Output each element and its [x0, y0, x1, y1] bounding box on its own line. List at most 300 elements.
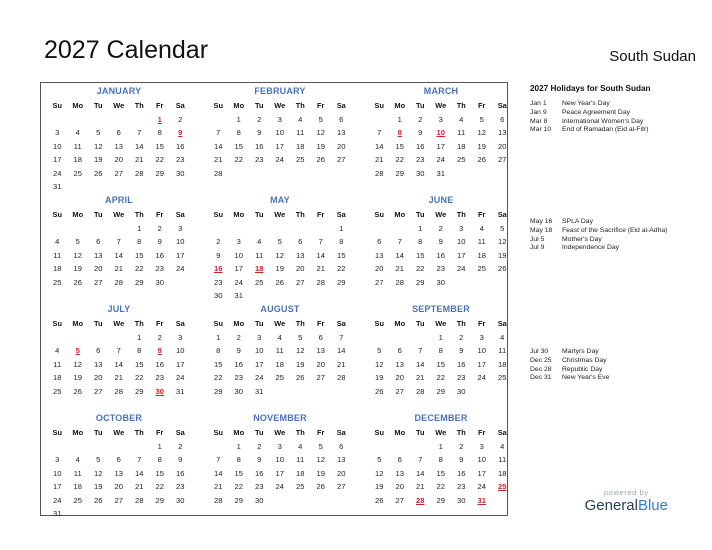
day-cell[interactable]: 24 [436, 155, 445, 165]
day-cell[interactable]: 26 [477, 155, 486, 165]
day-cell[interactable]: 29 [135, 386, 144, 396]
day-cell[interactable]: 8 [137, 237, 142, 247]
day-cell[interactable]: 4 [459, 115, 464, 124]
day-cell[interactable]: 12 [316, 128, 325, 138]
day-cell[interactable]: 5 [277, 237, 282, 247]
day-cell[interactable]: 21 [395, 264, 404, 274]
day-cell[interactable]: 9 [178, 455, 183, 465]
day-cell[interactable]: 13 [395, 468, 404, 478]
day-cell[interactable]: 5 [96, 128, 101, 138]
day-cell[interactable]: 13 [296, 250, 305, 260]
day-cell[interactable]: 1 [438, 333, 443, 342]
holiday-day-cell[interactable]: 9 [157, 346, 162, 356]
day-cell[interactable]: 28 [114, 277, 123, 287]
day-cell[interactable]: 18 [498, 359, 507, 369]
day-cell[interactable]: 1 [339, 224, 344, 233]
day-cell[interactable]: 7 [216, 128, 221, 138]
day-cell[interactable]: 29 [416, 277, 425, 287]
day-cell[interactable]: 10 [477, 346, 486, 356]
day-cell[interactable]: 5 [298, 333, 303, 342]
day-cell[interactable]: 14 [337, 346, 346, 356]
day-cell[interactable]: 7 [216, 455, 221, 465]
day-cell[interactable]: 10 [275, 128, 284, 138]
day-cell[interactable]: 26 [375, 386, 384, 396]
day-cell[interactable]: 19 [296, 359, 305, 369]
day-cell[interactable]: 29 [337, 277, 346, 287]
day-cell[interactable]: 2 [418, 115, 423, 124]
day-cell[interactable]: 22 [214, 373, 223, 383]
day-cell[interactable]: 30 [457, 495, 466, 505]
day-cell[interactable]: 16 [176, 468, 185, 478]
day-cell[interactable]: 9 [216, 250, 221, 260]
day-cell[interactable]: 27 [94, 386, 103, 396]
day-cell[interactable]: 19 [375, 482, 384, 492]
day-cell[interactable]: 19 [94, 155, 103, 165]
holiday-day-cell[interactable]: 30 [155, 386, 164, 396]
day-cell[interactable]: 7 [318, 237, 323, 247]
day-cell[interactable]: 17 [53, 155, 62, 165]
day-cell[interactable]: 17 [176, 250, 185, 260]
day-cell[interactable]: 8 [137, 346, 142, 356]
day-cell[interactable]: 22 [155, 482, 164, 492]
day-cell[interactable]: 15 [155, 468, 164, 478]
day-cell[interactable]: 21 [214, 482, 223, 492]
day-cell[interactable]: 5 [96, 455, 101, 465]
day-cell[interactable]: 13 [114, 468, 123, 478]
day-cell[interactable]: 12 [498, 237, 507, 247]
day-cell[interactable]: 13 [94, 250, 103, 260]
day-cell[interactable]: 19 [73, 373, 82, 383]
day-cell[interactable]: 6 [96, 346, 101, 356]
day-cell[interactable]: 31 [234, 290, 243, 300]
day-cell[interactable]: 15 [155, 141, 164, 151]
day-cell[interactable]: 14 [416, 468, 425, 478]
day-cell[interactable]: 18 [73, 155, 82, 165]
day-cell[interactable]: 5 [377, 455, 382, 465]
day-cell[interactable]: 10 [457, 237, 466, 247]
day-cell[interactable]: 6 [298, 237, 303, 247]
day-cell[interactable]: 26 [94, 168, 103, 178]
day-cell[interactable]: 31 [53, 181, 62, 191]
day-cell[interactable]: 2 [459, 333, 464, 342]
day-cell[interactable]: 12 [316, 455, 325, 465]
day-cell[interactable]: 1 [418, 224, 423, 233]
day-cell[interactable]: 21 [416, 482, 425, 492]
day-cell[interactable]: 19 [94, 482, 103, 492]
day-cell[interactable]: 17 [255, 359, 264, 369]
day-cell[interactable]: 25 [73, 495, 82, 505]
day-cell[interactable]: 30 [176, 168, 185, 178]
day-cell[interactable]: 29 [135, 277, 144, 287]
day-cell[interactable]: 27 [498, 155, 507, 165]
day-cell[interactable]: 7 [397, 237, 402, 247]
day-cell[interactable]: 13 [316, 346, 325, 356]
day-cell[interactable]: 11 [275, 346, 284, 356]
day-cell[interactable]: 17 [53, 482, 62, 492]
day-cell[interactable]: 9 [438, 237, 443, 247]
day-cell[interactable]: 30 [457, 386, 466, 396]
day-cell[interactable]: 20 [94, 264, 103, 274]
day-cell[interactable]: 22 [135, 264, 144, 274]
day-cell[interactable]: 19 [73, 264, 82, 274]
day-cell[interactable]: 29 [214, 386, 223, 396]
day-cell[interactable]: 8 [339, 237, 344, 247]
day-cell[interactable]: 28 [214, 495, 223, 505]
day-cell[interactable]: 14 [114, 359, 123, 369]
day-cell[interactable]: 8 [236, 128, 241, 138]
day-cell[interactable]: 20 [498, 141, 507, 151]
holiday-day-cell[interactable]: 16 [214, 264, 223, 274]
day-cell[interactable]: 30 [416, 168, 425, 178]
day-cell[interactable]: 22 [234, 482, 243, 492]
day-cell[interactable]: 3 [178, 224, 183, 233]
day-cell[interactable]: 18 [477, 250, 486, 260]
day-cell[interactable]: 20 [337, 468, 346, 478]
day-cell[interactable]: 12 [94, 141, 103, 151]
day-cell[interactable]: 22 [416, 264, 425, 274]
day-cell[interactable]: 12 [73, 359, 82, 369]
day-cell[interactable]: 9 [418, 128, 423, 138]
day-cell[interactable]: 28 [135, 168, 144, 178]
day-cell[interactable]: 23 [234, 373, 243, 383]
day-cell[interactable]: 21 [135, 482, 144, 492]
day-cell[interactable]: 9 [257, 128, 262, 138]
day-cell[interactable]: 19 [275, 264, 284, 274]
day-cell[interactable]: 8 [157, 455, 162, 465]
day-cell[interactable]: 9 [459, 455, 464, 465]
day-cell[interactable]: 12 [73, 250, 82, 260]
day-cell[interactable]: 5 [500, 224, 505, 233]
holiday-day-cell[interactable]: 31 [477, 495, 486, 505]
day-cell[interactable]: 27 [375, 277, 384, 287]
day-cell[interactable]: 20 [114, 155, 123, 165]
day-cell[interactable]: 31 [436, 168, 445, 178]
day-cell[interactable]: 3 [178, 333, 183, 342]
day-cell[interactable]: 12 [375, 359, 384, 369]
day-cell[interactable]: 16 [255, 468, 264, 478]
day-cell[interactable]: 16 [457, 468, 466, 478]
day-cell[interactable]: 4 [298, 115, 303, 124]
day-cell[interactable]: 21 [135, 155, 144, 165]
day-cell[interactable]: 23 [457, 373, 466, 383]
day-cell[interactable]: 29 [436, 495, 445, 505]
day-cell[interactable]: 20 [395, 482, 404, 492]
day-cell[interactable]: 4 [55, 346, 60, 356]
day-cell[interactable]: 7 [116, 346, 121, 356]
day-cell[interactable]: 18 [73, 482, 82, 492]
day-cell[interactable]: 18 [498, 468, 507, 478]
day-cell[interactable]: 27 [114, 168, 123, 178]
day-cell[interactable]: 7 [339, 333, 344, 342]
day-cell[interactable]: 17 [436, 141, 445, 151]
day-cell[interactable]: 10 [477, 455, 486, 465]
day-cell[interactable]: 21 [114, 373, 123, 383]
day-cell[interactable]: 25 [73, 168, 82, 178]
day-cell[interactable]: 10 [176, 237, 185, 247]
day-cell[interactable]: 24 [457, 264, 466, 274]
day-cell[interactable]: 25 [275, 373, 284, 383]
day-cell[interactable]: 28 [337, 373, 346, 383]
day-cell[interactable]: 17 [275, 141, 284, 151]
day-cell[interactable]: 6 [377, 237, 382, 247]
day-cell[interactable]: 29 [155, 168, 164, 178]
day-cell[interactable]: 11 [73, 468, 82, 478]
day-cell[interactable]: 11 [255, 250, 264, 260]
day-cell[interactable]: 22 [155, 155, 164, 165]
holiday-day-cell[interactable]: 1 [157, 115, 162, 124]
day-cell[interactable]: 1 [438, 442, 443, 451]
day-cell[interactable]: 15 [416, 250, 425, 260]
day-cell[interactable]: 18 [457, 141, 466, 151]
day-cell[interactable]: 18 [296, 468, 305, 478]
day-cell[interactable]: 14 [214, 468, 223, 478]
day-cell[interactable]: 5 [318, 442, 323, 451]
day-cell[interactable]: 22 [395, 155, 404, 165]
day-cell[interactable]: 23 [436, 264, 445, 274]
day-cell[interactable]: 6 [500, 115, 505, 124]
day-cell[interactable]: 25 [498, 373, 507, 383]
day-cell[interactable]: 3 [438, 115, 443, 124]
day-cell[interactable]: 21 [337, 359, 346, 369]
day-cell[interactable]: 15 [395, 141, 404, 151]
day-cell[interactable]: 23 [255, 155, 264, 165]
day-cell[interactable]: 16 [155, 359, 164, 369]
day-cell[interactable]: 14 [135, 468, 144, 478]
day-cell[interactable]: 26 [498, 264, 507, 274]
day-cell[interactable]: 1 [397, 115, 402, 124]
day-cell[interactable]: 16 [155, 250, 164, 260]
day-cell[interactable]: 13 [375, 250, 384, 260]
day-cell[interactable]: 17 [457, 250, 466, 260]
day-cell[interactable]: 2 [438, 224, 443, 233]
day-cell[interactable]: 28 [375, 168, 384, 178]
day-cell[interactable]: 30 [255, 495, 264, 505]
day-cell[interactable]: 29 [395, 168, 404, 178]
day-cell[interactable]: 10 [275, 455, 284, 465]
day-cell[interactable]: 23 [155, 264, 164, 274]
day-cell[interactable]: 24 [255, 373, 264, 383]
day-cell[interactable]: 6 [318, 333, 323, 342]
day-cell[interactable]: 22 [436, 482, 445, 492]
day-cell[interactable]: 15 [436, 468, 445, 478]
day-cell[interactable]: 28 [214, 168, 223, 178]
day-cell[interactable]: 8 [418, 237, 423, 247]
day-cell[interactable]: 4 [75, 455, 80, 465]
day-cell[interactable]: 4 [75, 128, 80, 138]
day-cell[interactable]: 7 [418, 455, 423, 465]
day-cell[interactable]: 15 [436, 359, 445, 369]
day-cell[interactable]: 5 [318, 115, 323, 124]
holiday-day-cell[interactable]: 25 [498, 482, 507, 492]
day-cell[interactable]: 20 [296, 264, 305, 274]
day-cell[interactable]: 4 [257, 237, 262, 247]
day-cell[interactable]: 21 [316, 264, 325, 274]
day-cell[interactable]: 15 [135, 359, 144, 369]
day-cell[interactable]: 20 [114, 482, 123, 492]
day-cell[interactable]: 29 [234, 495, 243, 505]
day-cell[interactable]: 14 [316, 250, 325, 260]
day-cell[interactable]: 10 [53, 468, 62, 478]
day-cell[interactable]: 2 [459, 442, 464, 451]
day-cell[interactable]: 30 [436, 277, 445, 287]
day-cell[interactable]: 18 [53, 373, 62, 383]
day-cell[interactable]: 27 [296, 277, 305, 287]
day-cell[interactable]: 21 [114, 264, 123, 274]
day-cell[interactable]: 5 [479, 115, 484, 124]
day-cell[interactable]: 10 [234, 250, 243, 260]
day-cell[interactable]: 13 [395, 359, 404, 369]
day-cell[interactable]: 31 [53, 508, 62, 518]
day-cell[interactable]: 6 [339, 115, 344, 124]
day-cell[interactable]: 11 [53, 250, 62, 260]
holiday-day-cell[interactable]: 18 [255, 264, 264, 274]
day-cell[interactable]: 6 [116, 128, 121, 138]
day-cell[interactable]: 16 [176, 141, 185, 151]
day-cell[interactable]: 28 [114, 386, 123, 396]
day-cell[interactable]: 27 [395, 386, 404, 396]
day-cell[interactable]: 11 [53, 359, 62, 369]
day-cell[interactable]: 2 [257, 442, 262, 451]
day-cell[interactable]: 19 [316, 141, 325, 151]
day-cell[interactable]: 27 [94, 277, 103, 287]
day-cell[interactable]: 25 [53, 277, 62, 287]
day-cell[interactable]: 10 [176, 346, 185, 356]
day-cell[interactable]: 6 [339, 442, 344, 451]
day-cell[interactable]: 17 [234, 264, 243, 274]
day-cell[interactable]: 26 [296, 373, 305, 383]
day-cell[interactable]: 24 [275, 155, 284, 165]
day-cell[interactable]: 16 [457, 359, 466, 369]
day-cell[interactable]: 23 [176, 482, 185, 492]
day-cell[interactable]: 27 [316, 373, 325, 383]
day-cell[interactable]: 13 [337, 128, 346, 138]
day-cell[interactable]: 2 [216, 237, 221, 247]
day-cell[interactable]: 26 [73, 386, 82, 396]
day-cell[interactable]: 26 [275, 277, 284, 287]
day-cell[interactable]: 14 [135, 141, 144, 151]
day-cell[interactable]: 9 [157, 237, 162, 247]
day-cell[interactable]: 19 [316, 468, 325, 478]
day-cell[interactable]: 3 [55, 455, 60, 465]
day-cell[interactable]: 25 [53, 386, 62, 396]
day-cell[interactable]: 25 [296, 155, 305, 165]
day-cell[interactable]: 19 [498, 250, 507, 260]
brand-logo[interactable] [585, 488, 668, 514]
day-cell[interactable]: 12 [275, 250, 284, 260]
day-cell[interactable]: 23 [176, 155, 185, 165]
day-cell[interactable]: 11 [498, 346, 507, 356]
day-cell[interactable]: 5 [377, 346, 382, 356]
day-cell[interactable]: 15 [234, 468, 243, 478]
day-cell[interactable]: 4 [500, 333, 505, 342]
day-cell[interactable]: 24 [176, 264, 185, 274]
day-cell[interactable]: 30 [214, 290, 223, 300]
day-cell[interactable]: 12 [296, 346, 305, 356]
day-cell[interactable]: 28 [395, 277, 404, 287]
day-cell[interactable]: 25 [457, 155, 466, 165]
day-cell[interactable]: 24 [53, 168, 62, 178]
day-cell[interactable]: 13 [94, 359, 103, 369]
day-cell[interactable]: 30 [234, 386, 243, 396]
day-cell[interactable]: 23 [416, 155, 425, 165]
day-cell[interactable]: 1 [137, 224, 142, 233]
day-cell[interactable]: 2 [236, 333, 241, 342]
day-cell[interactable]: 16 [234, 359, 243, 369]
day-cell[interactable]: 7 [116, 237, 121, 247]
day-cell[interactable]: 11 [296, 128, 305, 138]
day-cell[interactable]: 24 [275, 482, 284, 492]
day-cell[interactable]: 25 [477, 264, 486, 274]
day-cell[interactable]: 20 [375, 264, 384, 274]
day-cell[interactable]: 25 [296, 482, 305, 492]
day-cell[interactable]: 3 [55, 128, 60, 138]
day-cell[interactable]: 2 [178, 115, 183, 124]
day-cell[interactable]: 3 [257, 333, 262, 342]
day-cell[interactable]: 31 [176, 386, 185, 396]
day-cell[interactable]: 11 [477, 237, 486, 247]
day-cell[interactable]: 13 [114, 141, 123, 151]
day-cell[interactable]: 13 [498, 128, 507, 138]
day-cell[interactable]: 2 [157, 224, 162, 233]
day-cell[interactable]: 14 [395, 250, 404, 260]
day-cell[interactable]: 24 [176, 373, 185, 383]
day-cell[interactable]: 8 [438, 455, 443, 465]
holiday-day-cell[interactable]: 5 [75, 346, 80, 356]
day-cell[interactable]: 27 [337, 155, 346, 165]
day-cell[interactable]: 16 [416, 141, 425, 151]
day-cell[interactable]: 2 [178, 442, 183, 451]
day-cell[interactable]: 15 [234, 141, 243, 151]
day-cell[interactable]: 22 [337, 264, 346, 274]
day-cell[interactable]: 4 [298, 442, 303, 451]
day-cell[interactable]: 27 [337, 482, 346, 492]
day-cell[interactable]: 20 [337, 141, 346, 151]
day-cell[interactable]: 18 [275, 359, 284, 369]
day-cell[interactable]: 17 [477, 359, 486, 369]
day-cell[interactable]: 3 [479, 442, 484, 451]
day-cell[interactable]: 4 [479, 224, 484, 233]
day-cell[interactable]: 28 [416, 386, 425, 396]
day-cell[interactable]: 9 [459, 346, 464, 356]
day-cell[interactable]: 28 [316, 277, 325, 287]
day-cell[interactable]: 14 [375, 141, 384, 151]
day-cell[interactable]: 26 [316, 482, 325, 492]
day-cell[interactable]: 21 [375, 155, 384, 165]
holiday-day-cell[interactable]: 9 [178, 128, 183, 138]
day-cell[interactable]: 24 [477, 482, 486, 492]
day-cell[interactable]: 22 [436, 373, 445, 383]
day-cell[interactable]: 4 [277, 333, 282, 342]
day-cell[interactable]: 18 [296, 141, 305, 151]
day-cell[interactable]: 11 [73, 141, 82, 151]
day-cell[interactable]: 4 [55, 237, 60, 247]
day-cell[interactable]: 21 [214, 155, 223, 165]
day-cell[interactable]: 6 [116, 455, 121, 465]
day-cell[interactable]: 24 [234, 277, 243, 287]
day-cell[interactable]: 11 [457, 128, 466, 138]
day-cell[interactable]: 26 [73, 277, 82, 287]
day-cell[interactable]: 22 [135, 373, 144, 383]
day-cell[interactable]: 17 [275, 468, 284, 478]
day-cell[interactable]: 2 [257, 115, 262, 124]
day-cell[interactable]: 26 [94, 495, 103, 505]
day-cell[interactable]: 7 [137, 128, 142, 138]
day-cell[interactable]: 22 [234, 155, 243, 165]
day-cell[interactable]: 7 [137, 455, 142, 465]
day-cell[interactable]: 31 [255, 386, 264, 396]
day-cell[interactable]: 3 [236, 237, 241, 247]
day-cell[interactable]: 12 [477, 128, 486, 138]
